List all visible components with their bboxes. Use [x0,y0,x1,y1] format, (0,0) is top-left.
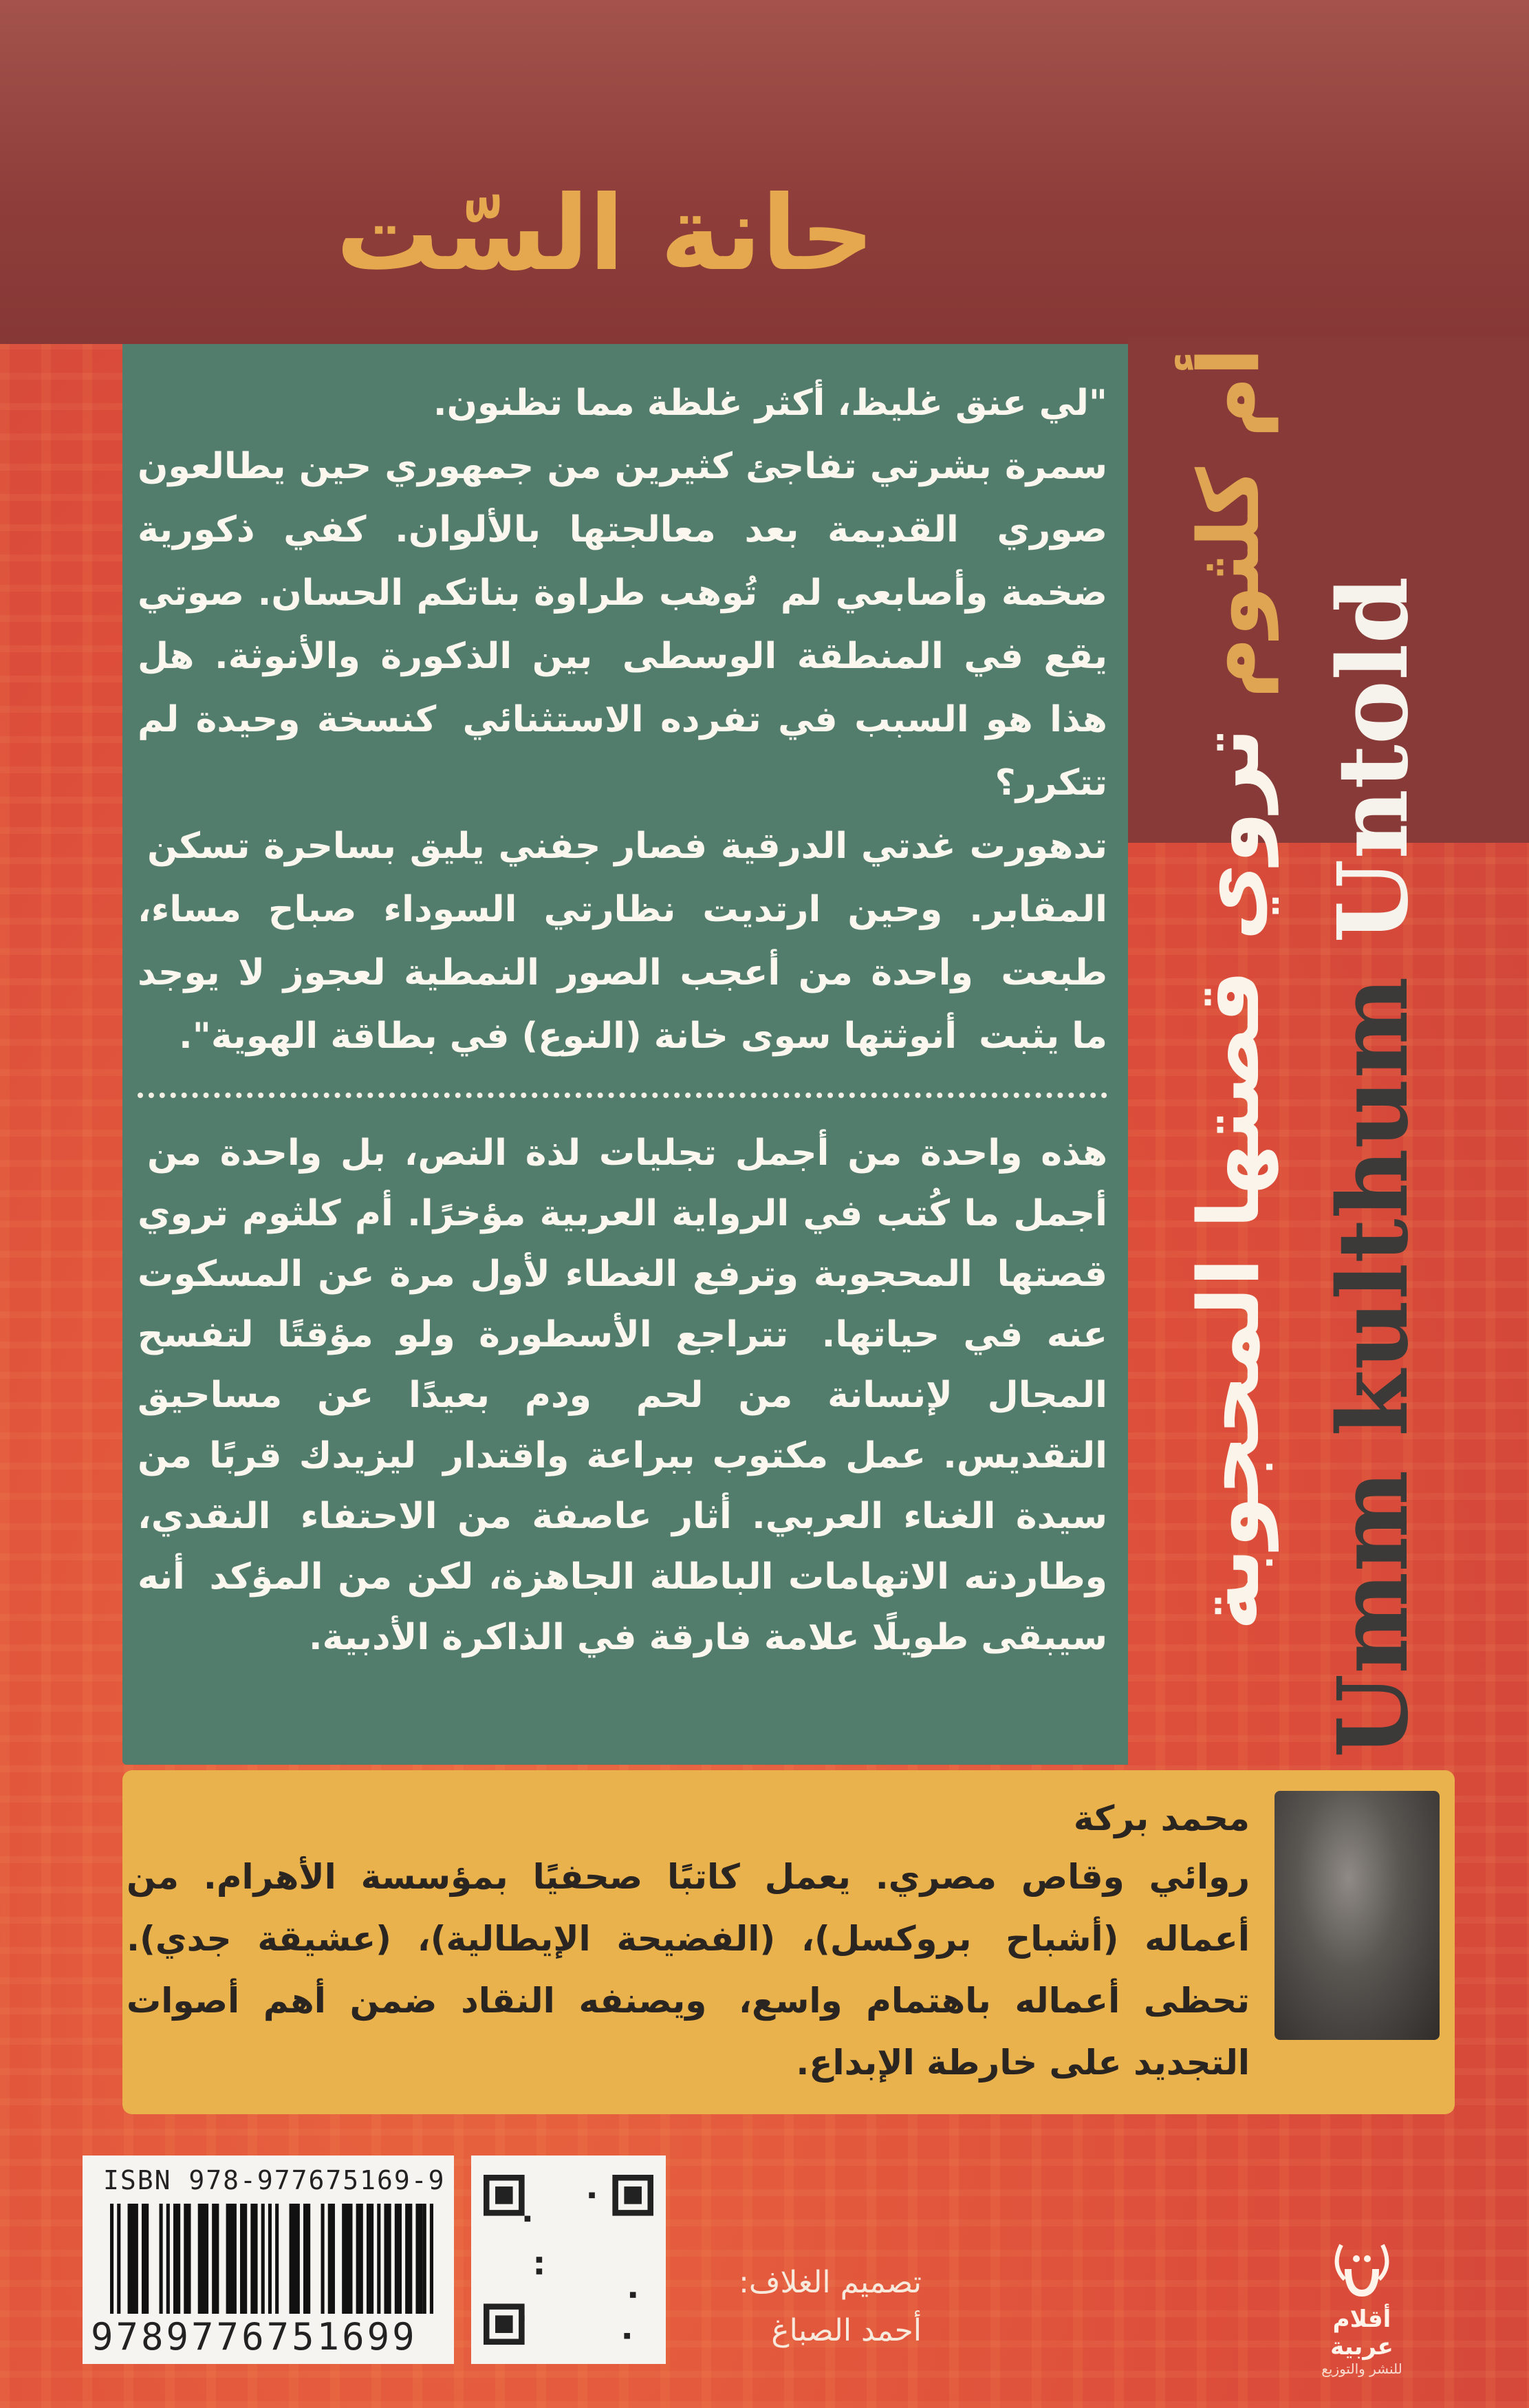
barcode-bar [268,2204,272,2314]
quote-line: تدهورت غدتي الدرقية فصار جفني يليق بساحرة تسكن [147,826,1107,867]
vertical-title-english-untold: Untold [1317,576,1430,943]
author-bio-line: ويصنفه النقاد ضمن أهم أصوات التجديد على خارطة الإبداع. [127,1981,1250,2083]
barcode-bar [198,2204,208,2314]
barcode-digits: 9789776751699 [91,2315,418,2358]
dotted-divider [138,1093,1107,1098]
barcode-bar [117,2204,120,2314]
barcode-bar [173,2204,180,2314]
barcode-bar [430,2204,433,2314]
author-bio-body [127,1846,1250,2094]
barcode-bars [110,2204,433,2314]
cover-designer-name: أحمد الصباغ [771,2313,922,2348]
qr-code [471,2156,666,2364]
barcode-bar [423,2204,426,2314]
quote-line: المقابر. وحين ارتديت نظارتي السوداء صباح مساء، طبعت [138,889,1108,993]
blurb-line: ودم بعيدًا عن مساحيق التقديس. عمل مكتوب ببراعة واقتدار [138,1375,1107,1476]
barcode-bar [290,2204,300,2314]
barcode-bar [321,2204,325,2314]
barcode-bar [110,2204,113,2314]
quote-paragraph [138,435,1107,815]
publisher-logo-mark [1327,2238,1396,2303]
blurb-line: هذه واحدة من أجمل تجليات لذة النص، بل واحدة من [147,1132,1107,1174]
publisher-logo [1310,2238,1413,2376]
qr-code-pattern [484,2175,653,2345]
author-panel [122,1770,1455,2114]
author-bio [127,1791,1250,2094]
barcode-bar [303,2204,310,2314]
quote-paragraph [138,815,1107,1068]
blurb-line: تتراجع الأسطورة ولو مؤقتًا لتفسح المجال لإنسانة من لحم [138,1314,1107,1416]
barcode-bar [377,2204,380,2314]
vertical-title-arabic-name: أم كلثوم [1180,347,1278,699]
content-column [91,344,1455,2377]
blurb-line: المحجوبة وترفع الغطاء لأول مرة عن المسكوت عنه في حياتها. [138,1254,1107,1355]
blurb-block [138,1123,1107,1668]
publisher-tagline: للنشر والتوزيع [1321,2361,1402,2377]
blurb-line: أجمل ما كُتب في الرواية العربية مؤخرًا. أم كلثوم تروي قصتها [138,1193,1107,1295]
isbn-label: ISBN 978-977675169-9 [103,2165,446,2195]
quote-line: القديمة بعد معالجتها بالألوان. كفي ذكورية ضخمة وأصابعي لم [138,509,1107,614]
author-photo [1275,1791,1440,2040]
blurb-line: أنه سيبقى طويلًا علامة فارقة في الذاكرة الأدبية. [138,1556,1107,1658]
barcode-bar [395,2204,402,2314]
barcode-bar [367,2204,373,2314]
barcode-bar [212,2204,219,2314]
publisher-name: أقلام عربية [1330,2305,1394,2361]
synopsis-panel [122,344,1128,1765]
cover-design-credit [688,2259,922,2355]
barcode-bar [160,2204,163,2314]
author-bio-line: بروكسل)، (الفضيحة الإيطالية)، (عشيقة جدي). تحظى أعماله باهتمام واسع، [127,1919,1250,2021]
barcode-bar [342,2204,352,2314]
quote-line: تُوهب طراوة بناتكم الحسان. صوتي يقع في المنطقة الوسطى [138,572,1107,677]
quote-block [138,372,1107,1068]
cover-design-label: تصميم الغلاف: [739,2265,922,2300]
barcode-bar [142,2204,149,2314]
quote-line: بين الذكورة والأنوثة. هل هذا هو السبب في تفرده الاستثنائي [138,636,1107,740]
barcode-bar [240,2204,247,2314]
blurb-line: النقدي، وطاردته الاتهامات الباطلة الجاهزة، لكن من المؤكد [138,1496,1107,1598]
book-title: حانة السّت [336,174,875,294]
barcode-bar [226,2204,237,2314]
quote-line: أنوثتها سوى خانة (النوع) في بطاقة الهوية". [179,1015,957,1057]
barcode-bar [415,2204,422,2314]
barcode-bar [356,2204,363,2314]
blurb-line: ليزيدك قربًا من سيدة الغناء العربي. أثار عاصفة من الاحتفاء [138,1435,1107,1537]
barcode-bar [166,2204,170,2314]
quote-line: واحدة من أعجب الصور النمطية لعجوز لا يوجد ما يثبت [138,952,1107,1057]
barcode-bar [405,2204,412,2314]
isbn-barcode [83,2156,454,2364]
bottom-area [91,2156,1455,2377]
barcode-bar [328,2204,335,2314]
barcode-bar [250,2204,257,2314]
quote-line: "لي عنق غليظ، أكثر غلظة مما تظنون. [433,383,1107,424]
author-bio-line: روائي وقاص مصري. يعمل كاتبًا صحفيًا بمؤسسة الأهرام. من أعماله (أشباح [127,1857,1250,1959]
barcode-bar [184,2204,191,2314]
barcode-bar [275,2204,279,2314]
quote-line: سمرة بشرتي تفاجئ كثيرين من جمهوري حين يطالعون صوري [138,446,1107,550]
barcode-bar [128,2204,138,2314]
barcode-bar [384,2204,391,2314]
vertical-title-english-name: Umm kulthum [1317,976,1430,1758]
author-name: محمد بركة [1073,1798,1250,1838]
barcode-bar [261,2204,265,2314]
vertical-title-arabic-subtitle: تروي قصتها المحجوبة [1180,727,1278,1631]
quote-line: كنسخة وحيدة لم تتكرر؟ [138,699,1107,804]
quote-paragraph [138,372,1107,435]
